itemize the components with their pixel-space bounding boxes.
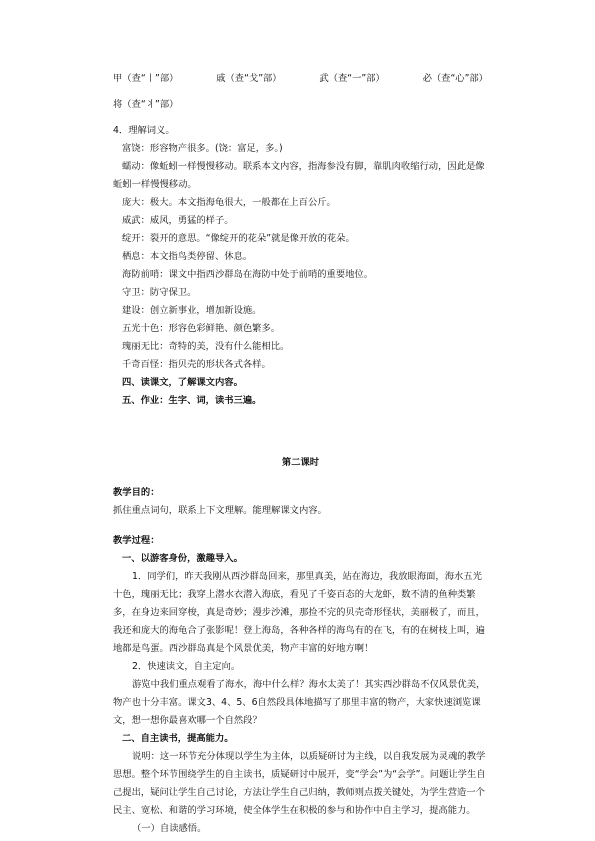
vocab-item: 守卫：防守保卫。 xyxy=(122,287,197,298)
vocab-item: 庞大：极大。本文指海龟很大，一般都在上百公斤。 xyxy=(122,197,336,208)
vocab-item: 威武：威风，勇猛的样子。 xyxy=(122,215,234,226)
section-heading: 四、读课文，了解课文内容。 xyxy=(122,377,243,388)
vocab-item: 瑰丽无比：奇特的美，没有什么能相比。 xyxy=(122,341,290,352)
step-title: 二、自主读书，提高能力。 xyxy=(122,733,234,744)
process-label: 教学过程： xyxy=(113,535,160,546)
step-title: 一、以游客身份，激趣导入。 xyxy=(122,553,243,564)
lesson-title: 第二课时 xyxy=(281,457,320,468)
section-heading: 五、作业：生字、词，读书三遍。 xyxy=(122,395,262,406)
vocab-item: 建设：创立新事业，增加新设施。 xyxy=(122,305,262,316)
vocab-item: 绽开：裂开的意思。“像绽开的花朵”就是像开放的花朵。 xyxy=(122,233,355,244)
vocab-item: 千奇百怪：指贝壳的形状各式各样。 xyxy=(122,359,271,370)
char-lookup-item: 将（查“丬”部） xyxy=(113,99,179,110)
vocab-item: 五光十色：形容色彩鲜艳、颜色繁多。 xyxy=(122,323,281,334)
vocab-item: 蠕动：像蚯蚓一样慢慢移动。联系本文内容，指海参没有脚，靠肌肉收缩行动，因此是像蚯蚓一样慢慢移动。 xyxy=(113,161,485,190)
paragraph: 游览中我们重点观看了海水，海中什么样？海水太美了！其实西沙群岛不仅风景优美，物产也十分丰富。课文3、4、5、6自然段具体地描写了那里丰富的物产，大家快速浏览课文，想一想你最喜欢哪一个自然段？ xyxy=(113,679,486,726)
goal-label: 教学目的： xyxy=(113,487,160,498)
char-lookup-item: 甲（查“丨”部） xyxy=(113,73,179,84)
document-body xyxy=(113,70,488,838)
vocab-item: 富饶：形容物产很多。(饶：富足，多。) xyxy=(122,143,283,154)
char-lookup-row xyxy=(113,70,488,88)
char-lookup-item: 武（查“一”部） xyxy=(319,73,385,84)
vocab-heading: 4．理解词义。 xyxy=(113,125,175,136)
vocab-item: 海防前哨：课文中指西沙群岛在海防中处于前哨的重要地位。 xyxy=(122,269,374,280)
paragraph: 1．同学们，昨天我刚从西沙群岛回来，那里真美，站在海边，我放眼海面，海水五光十色，瑰丽无比；我穿上潜水衣潜入海底，看见了千姿百态的大龙虾，数不清的鱼种类繁多，在身边来回穿梭，真是奇妙；漫步沙滩，那捡不完的贝壳奇形怪状，美丽极了，而且，我还和庞大的海龟合了张影呢！登上海岛，各种各样的海鸟有的在飞，有的在树枝上叫，遍地都是鸟蛋。西沙群岛真是个风景优美，物产丰富的好地方啊！ xyxy=(113,571,485,654)
goal-text: 抓住重点词句，联系上下文理解。能理解课文内容。 xyxy=(113,505,327,516)
char-lookup-item: 必（查“心”部） xyxy=(422,73,488,84)
sub-heading: （一）自读感悟。 xyxy=(132,823,207,834)
char-lookup-item: 戚（查“戈”部） xyxy=(216,73,282,84)
vocab-item: 栖息：本文指鸟类停留、休息。 xyxy=(122,251,253,262)
paragraph: 说明：这一环节充分体现以学生为主体，以质疑研讨为主线，以自我发展为灵魂的教学思想。整个环节围绕学生的自主读书，质疑研讨中展开，变“学会”为“会学”。问题让学生自己提出，疑问让学生自己讨论，方法让学生自己归纳，教师则点拨关键处，为学生营造一个民主、宽松、和谐的学习环境，使全体学生在积极的参与和协作中自主学习，提高能力。 xyxy=(113,751,486,816)
paragraph: 2．快速读文，自主定向。 xyxy=(132,661,241,672)
